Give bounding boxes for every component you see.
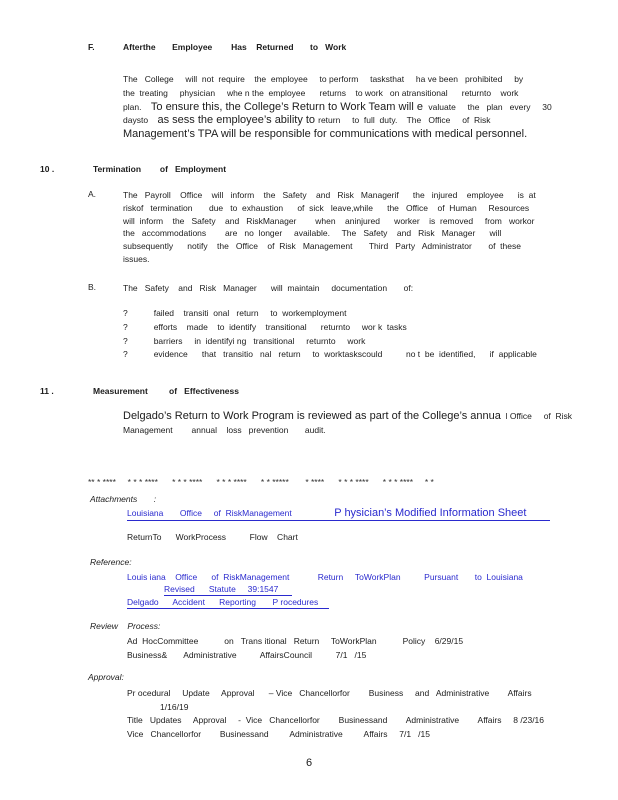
- text-line: [127, 634, 463, 648]
- text-segment: ? failed transiti onal return to workemployment: [123, 308, 347, 318]
- text-segment: Ad HocCommittee on Trans itional Return ToWorkPlan Policy 6/29/15: [127, 636, 464, 646]
- text-line[interactable]: [127, 595, 329, 608]
- text-line: [123, 253, 536, 266]
- text-segment: Management annual loss prevention audit.: [123, 424, 326, 435]
- item-f-paragraph: [123, 72, 552, 141]
- text-segment: Delgado’s Return to Work Program is reviewed as part of the College’s annua: [123, 410, 501, 422]
- text-segment: The Payroll Office will inform the Safety and Risk Managerif the injured employee is at: [123, 190, 536, 200]
- text-segment: daysto: [123, 115, 158, 126]
- text-line: [127, 686, 544, 700]
- approval-lines: [127, 686, 544, 740]
- reference-link-revised-statute[interactable]: [164, 582, 292, 596]
- page-number: 6: [305, 757, 313, 769]
- attachment-link-physician-sheet[interactable]: [127, 505, 550, 521]
- text-line: [123, 306, 537, 320]
- text-segment[interactable]: Louisiana Office of RiskManagement: [127, 508, 335, 518]
- text-line: [127, 648, 463, 662]
- text-line: [123, 113, 552, 127]
- text-segment: will inform the Safety and RiskManager when aninjured worker is removed from workor: [123, 215, 535, 226]
- reference-link-accident-reporting[interactable]: [127, 595, 329, 609]
- text-line: [123, 202, 536, 215]
- text-line: [127, 700, 544, 714]
- section-10-number: 10 .: [40, 164, 55, 174]
- text-segment: subsequently notify the Office of Risk Management Third Party Administrator of these: [123, 241, 521, 252]
- text-line: [123, 100, 552, 114]
- section-11-number: 11 .: [40, 386, 54, 396]
- asterisk-separator: ** * **** * * * **** * * * **** * * * **** * * ***** * **** * * * **** * * * **** * *: [88, 477, 434, 487]
- reference-label: Reference:: [90, 557, 132, 567]
- review-process-lines: [127, 634, 463, 661]
- text-line: [123, 189, 536, 202]
- text-segment: Management’s TPA will be responsible for communications with medical personnel.: [123, 128, 528, 141]
- text-line: [127, 530, 298, 544]
- item-b-row: [88, 282, 413, 295]
- text-line: [127, 713, 544, 727]
- text-segment: Title Updates Approval - Vice Chancellorfor Businessand Administrative Affairs 8 /23/16: [127, 715, 545, 726]
- text-line: [123, 86, 552, 100]
- text-line: [123, 347, 537, 361]
- section-10-title: Termination of Employment: [93, 164, 227, 174]
- text-line: [123, 409, 572, 423]
- text-segment[interactable]: Louis iana Office of RiskManagement Return ToWorkPlan Pursuant to Louisiana: [127, 572, 523, 582]
- text-line: [123, 127, 552, 141]
- text-line: [123, 227, 536, 240]
- section-10-heading-row: [40, 164, 226, 174]
- text-segment: ? evidence that transitio nal return to worktaskscould no t be identified, if applicable: [123, 349, 537, 360]
- text-line[interactable]: [127, 505, 550, 520]
- text-segment: return to full duty. The Office of Risk: [318, 115, 491, 126]
- approval-label: Approval:: [88, 672, 124, 682]
- attachment-item-flow-chart: [127, 530, 298, 544]
- text-line: [123, 320, 537, 334]
- item-f-heading-row: [88, 42, 346, 52]
- item-a-label: A.: [88, 189, 97, 199]
- text-segment: Pr ocedural Update Approval – Vice Chancellorfor Business and Administrative Affairs: [127, 688, 532, 698]
- review-process-label: Review Process:: [90, 621, 161, 631]
- section-11-paragraph: [123, 409, 572, 437]
- text-segment: The College will not require the employee to perform tasksthat ha ve been prohibited by: [123, 74, 524, 84]
- text-segment: ? barriers in identifyi ng transitional returnto work: [123, 335, 366, 346]
- text-segment: riskof termination due to exhaustion of sick leave,while the Office of Human Resources: [123, 202, 530, 213]
- text-segment[interactable]: Revised Statute 39:1547: [164, 584, 279, 594]
- item-f-label: F.: [88, 42, 95, 52]
- text-segment: Vice Chancellorfor Businessand Administrative Affairs 7/1 /15: [127, 728, 430, 739]
- text-segment: as sess the employee’s ability to: [157, 114, 319, 127]
- text-segment: the accommodations are no longer available. The Safety and Risk Manager will: [123, 228, 502, 239]
- item-b-label: B.: [88, 282, 97, 292]
- text-segment[interactable]: P hysician’s Modified Information Sheet: [334, 507, 527, 519]
- section-11-heading-row: [40, 386, 239, 396]
- text-segment[interactable]: Delgado Accident Reporting P rocedures: [127, 597, 319, 607]
- text-segment: plan.: [123, 101, 151, 112]
- text-line: [123, 240, 536, 253]
- text-segment: Business& Administrative AffairsCouncil 7/1 /15: [127, 649, 367, 660]
- text-line: [123, 215, 536, 228]
- text-line: [123, 72, 552, 86]
- item-b-heading: [123, 282, 413, 295]
- text-segment: valuate the plan every 30: [426, 101, 552, 112]
- text-segment: The Safety and Risk Manager will maintain documentation of:: [123, 283, 414, 293]
- text-line: [123, 334, 537, 348]
- text-segment: 1/16/19: [127, 701, 189, 712]
- text-line[interactable]: [164, 582, 292, 595]
- text-segment: l Office of Risk: [500, 411, 573, 421]
- text-segment: ReturnTo WorkProcess Flow Chart: [127, 532, 298, 542]
- text-segment: ? efforts made to identify transitional returnto wor k tasks: [123, 321, 407, 332]
- section-11-title: Measurement of Effectiveness: [93, 386, 239, 396]
- text-line: [127, 727, 544, 741]
- text-segment: issues.: [123, 253, 150, 264]
- text-line: [123, 282, 413, 295]
- text-segment: To ensure this, the College’s Return to Work Team will e: [150, 100, 427, 113]
- item-f-title: Afterthe Employee Has Returned to Work: [123, 42, 347, 52]
- text-line: [123, 423, 572, 437]
- attachments-label: Attachments :: [90, 494, 157, 504]
- text-segment: the treating physician whe n the employee returns to work on atransitional returnto work: [123, 87, 519, 98]
- item-b-bullet-list: [123, 306, 537, 361]
- item-a-paragraph: [123, 189, 536, 266]
- item-a-row: [88, 189, 536, 266]
